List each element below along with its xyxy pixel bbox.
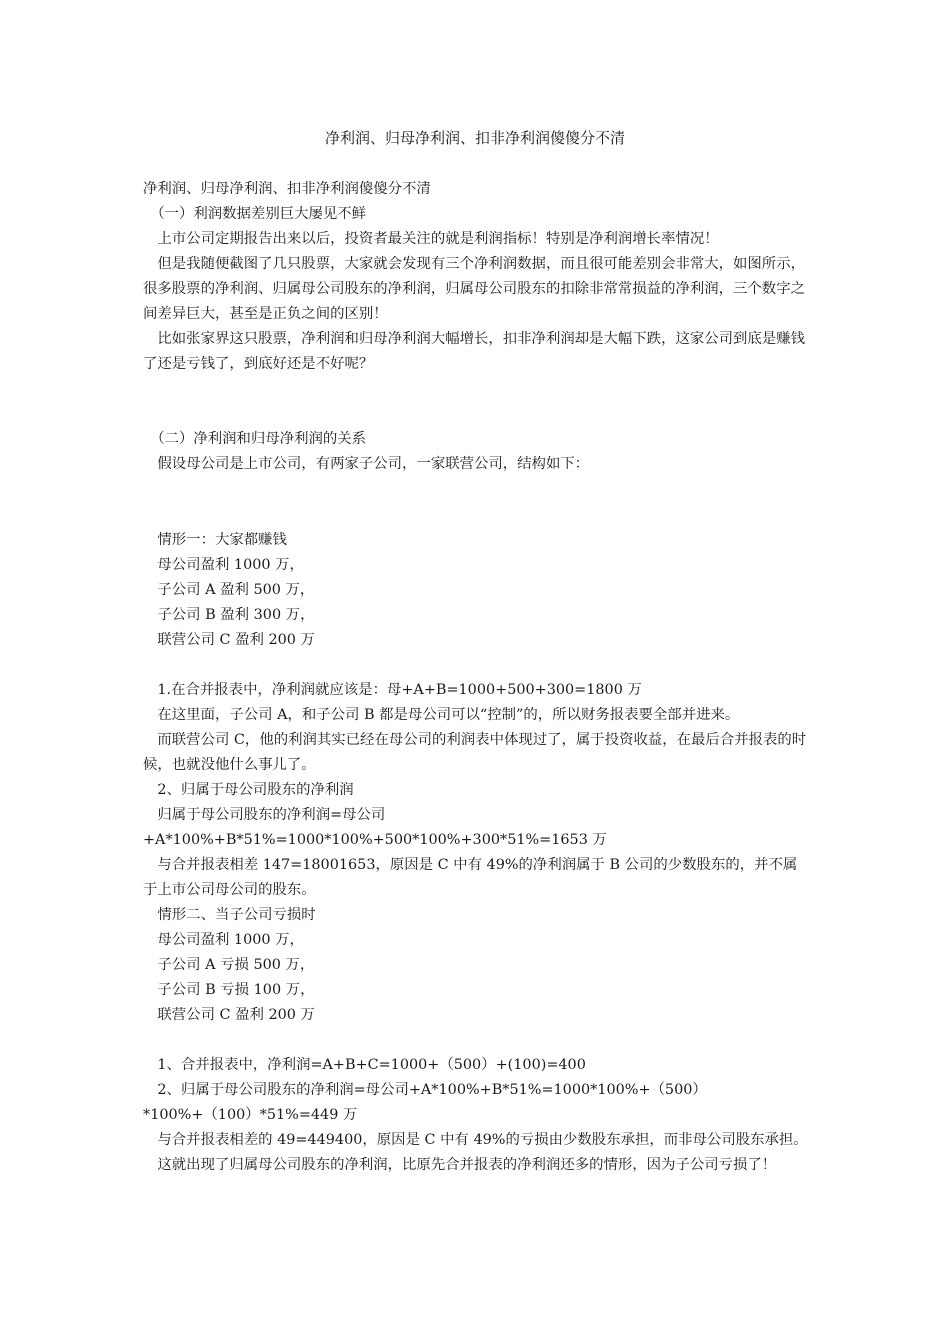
paragraph: 1.在合并报表中，净利润就应该是：母+A+B=1000+500+300=1800 万 [143,682,642,698]
case-line: 子公司 B 盈利 300 万， [143,607,315,623]
blank-space [143,1028,808,1053]
document-title: 净利润、归母净利润、扣非净利润傻傻分不清 [324,129,625,147]
paragraph: 2、归属于母公司股东的净利润=母公司+A*100%+B*51%=1000*100%+（500）*100%+（100）*51%=449 万 [143,1082,707,1123]
case-line: 子公司 A 盈利 500 万， [143,582,315,598]
case-line: 母公司盈利 1000 万， [143,557,304,573]
case-line: 子公司 B 亏损 100 万， [143,982,315,998]
paragraph: 归属于母公司股东的净利润=母公司+A*100%+B*51%=1000*100%+500*100%+300*51%=1653 万 [143,807,607,848]
paragraph: 与合并报表相差 147=18001653，原因是 C 中有 49%的净利润属于 B 公司的少数股东的，并不属于上市公司母公司的股东。 [143,857,798,898]
paragraph: 2、归属于母公司股东的净利润 [143,782,354,798]
paragraph: 与合并报表相差的 49=449400，原因是 C 中有 49%的亏损由少数股东承担，而非母公司股东承担。 [143,1132,808,1148]
document-body [143,177,808,1178]
paragraph: 在这里面，子公司 A，和子公司 B 都是母公司可以“控制”的，所以财务报表要全部并进来。 [143,707,740,723]
section-heading-2: （二）净利润和归母净利润的关系 [143,431,367,447]
blank-space [143,477,808,528]
subtitle-line: 净利润、归母净利润、扣非净利润傻傻分不清 [143,181,431,197]
case-line: 联营公司 C 盈利 200 万 [143,1007,315,1023]
paragraph: 1、合并报表中，净利润=A+B+C=1000+（500）+(100)=400 [143,1057,586,1073]
section-heading-1: （一）利润数据差别巨大屡见不鲜 [143,206,367,222]
case-heading-2: 情形二、当子公司亏损时 [143,907,316,923]
paragraph: 假设母公司是上市公司，有两家子公司，一家联营公司，结构如下： [143,456,590,472]
paragraph: 而联营公司 C，他的利润其实已经在母公司的利润表中体现过了，属于投资收益，在最后合并报表的时候，也就没他什么事儿了。 [143,732,807,773]
paragraph: 比如张家界这只股票，净利润和归母净利润大幅增长，扣非净利润却是大幅下跌，这家公司到底是赚钱了还是亏钱了，到底好还是不好呢？ [143,331,805,372]
paragraph: 但是我随便截图了几只股票，大家就会发现有三个净利润数据，而且很可能差别会非常大，如图所示，很多股票的净利润、归属母公司股东的净利润，归属母公司股东的扣除非常常损益的净利润，三个数字之间差异巨大，甚至是正负之间的区别！ [143,256,805,322]
blank-space [143,377,808,427]
case-line: 联营公司 C 盈利 200 万 [143,632,315,648]
paragraph: 这就出现了归属母公司股东的净利润，比原先合并报表的净利润还多的情形，因为子公司亏损了！ [143,1157,777,1173]
case-line: 母公司盈利 1000 万， [143,932,304,948]
case-line: 子公司 A 亏损 500 万， [143,957,315,973]
blank-space [143,653,808,678]
case-heading-1: 情形一：大家都赚钱 [143,532,287,548]
paragraph: 上市公司定期报告出来以后，投资者最关注的就是利润指标！特别是净利润增长率情况！ [143,231,719,247]
